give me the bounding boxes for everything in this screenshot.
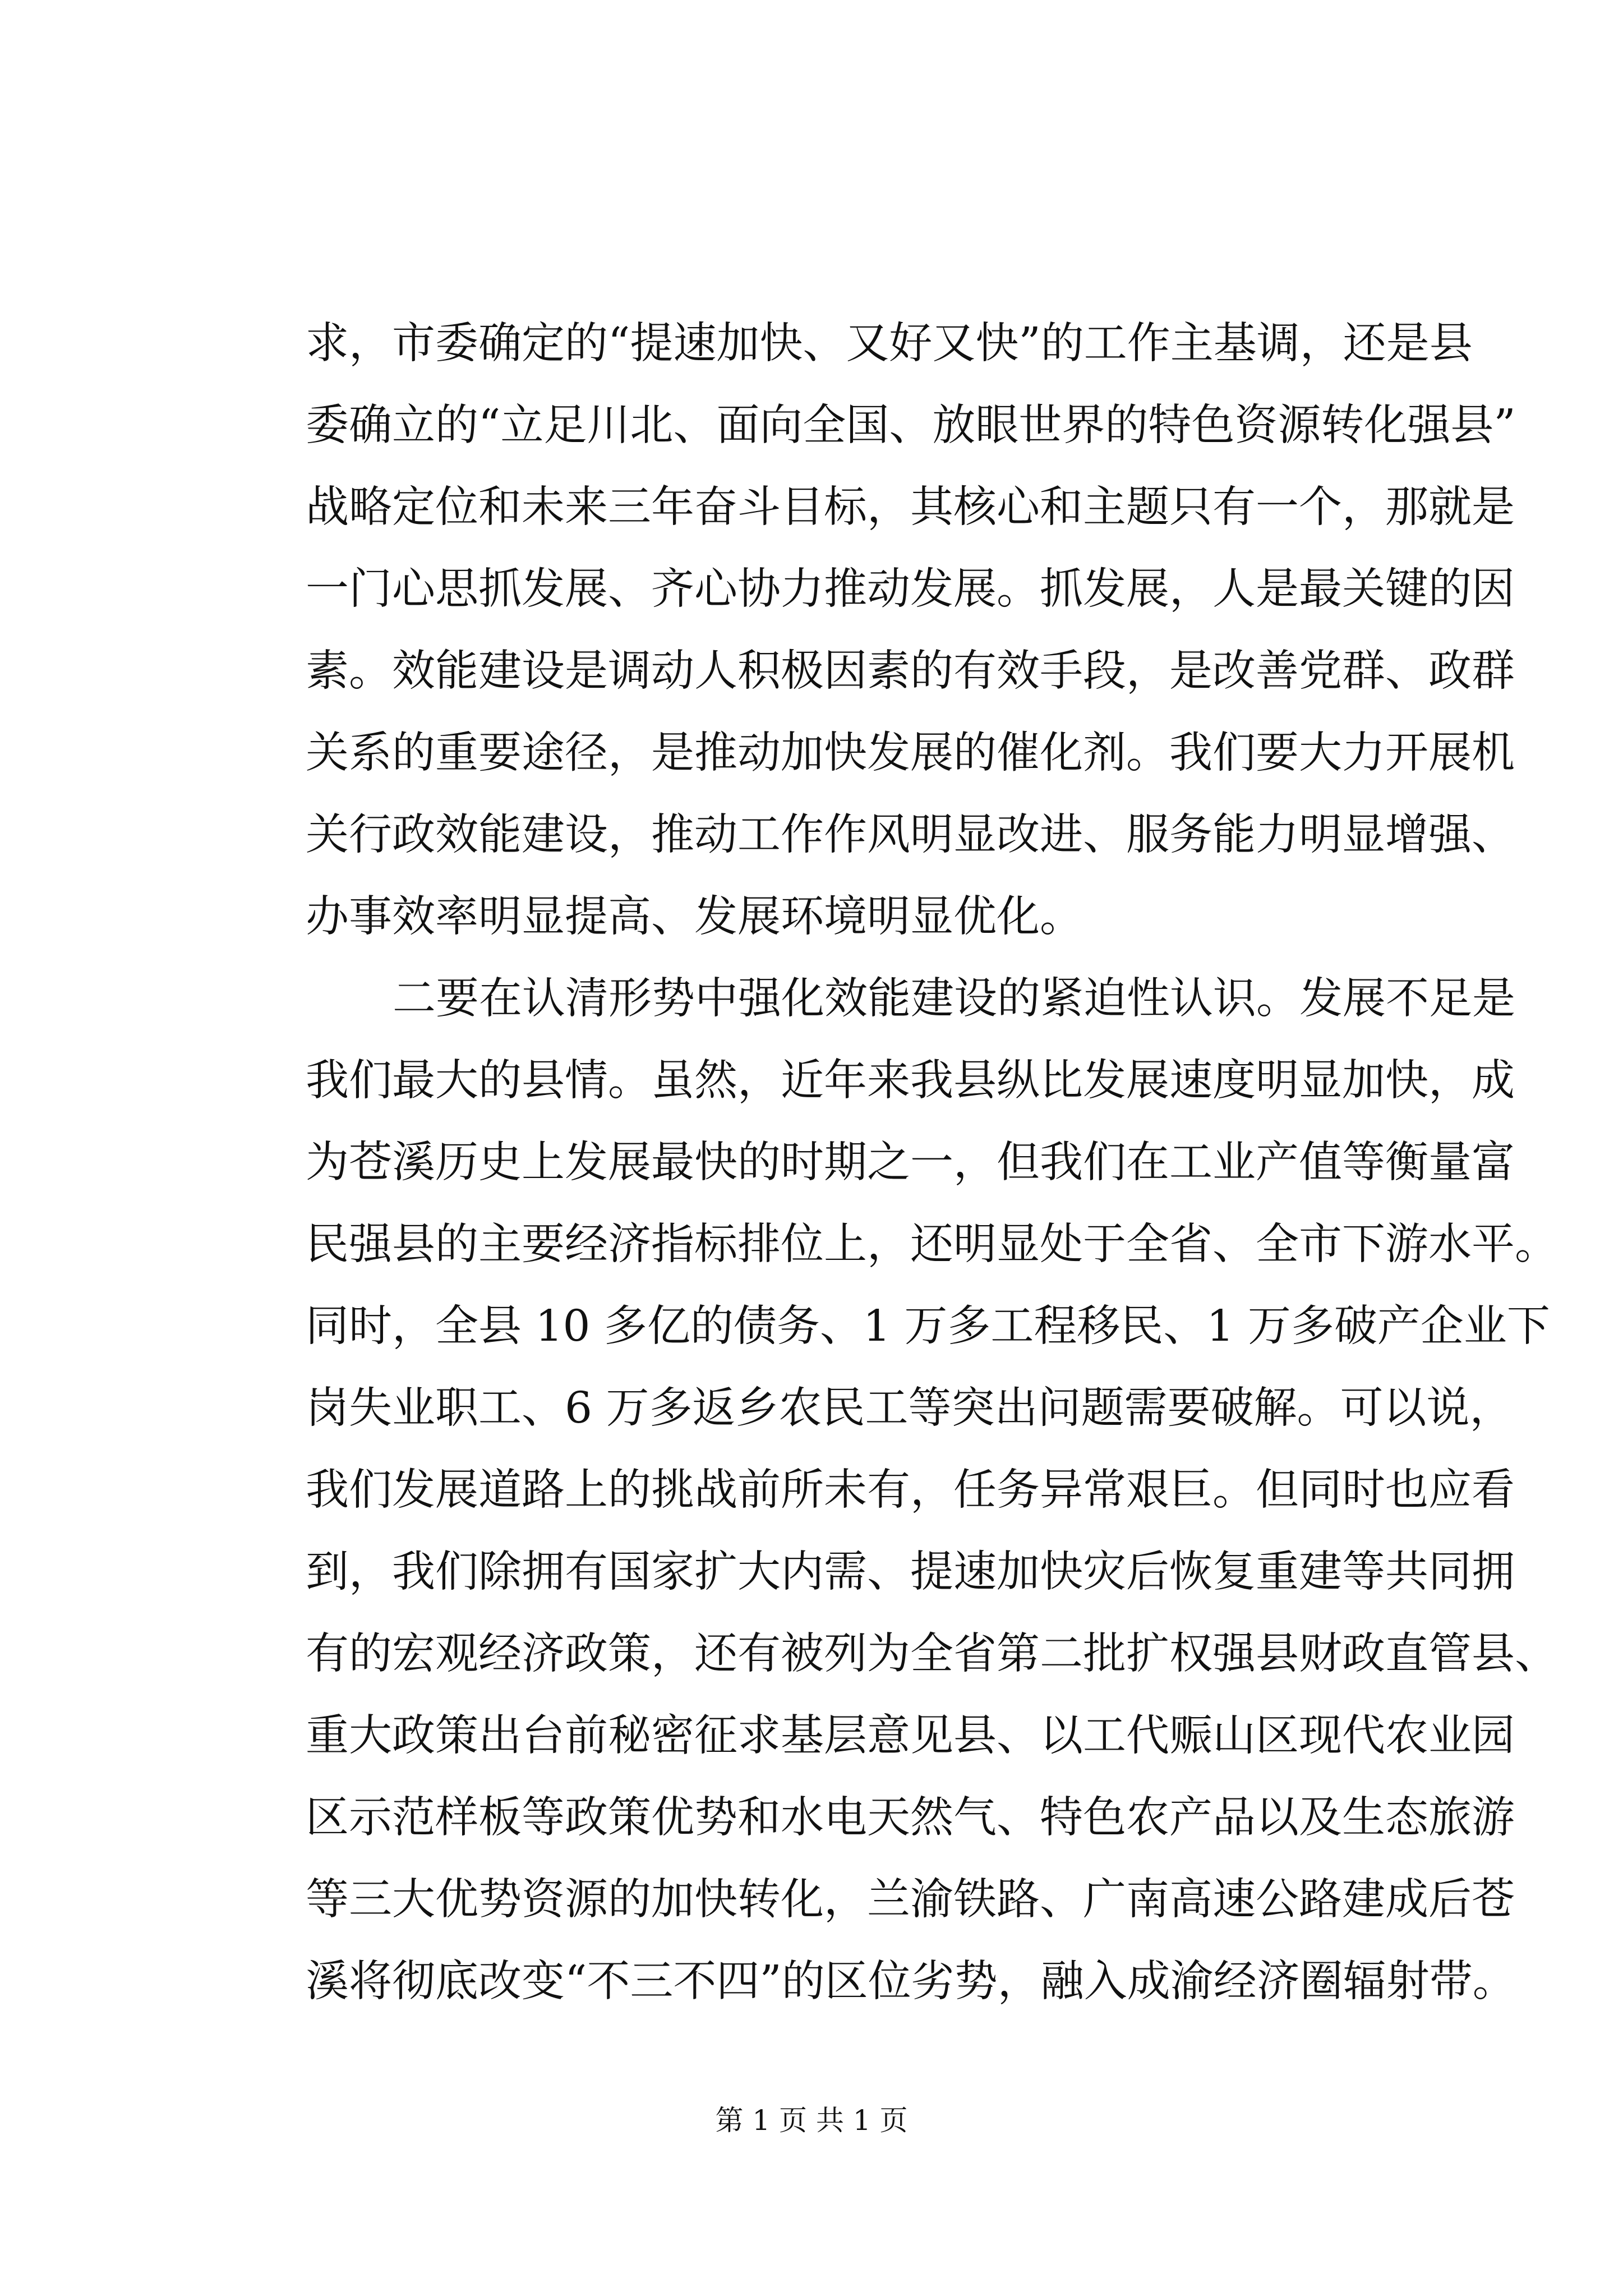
text-line: 岗失业职工、6 万多返乡农民工等突出问题需要破解。可以说， — [306, 1383, 1513, 1433]
text-line: 我们发展道路上的挑战前所未有，任务异常艰巨。但同时也应看 — [306, 1465, 1515, 1515]
page-footer — [0, 2101, 1623, 2140]
text-line: 一门心思抓发展、齐心协力推动发展。抓发展，人是最关键的因 — [306, 564, 1515, 614]
text-line: 关行政效能建设，推动工作作风明显改进、服务能力明显增强、 — [306, 810, 1515, 860]
text-line: 民强县的主要经济指标排位上，还明显处于全省、全市下游水平。 — [306, 1220, 1558, 1269]
text-line: 等三大优势资源的加快转化，兰渝铁路、广南高速公路建成后苍 — [306, 1875, 1515, 1925]
text-line: 二要在认清形势中强化效能建设的紧迫性认识。发展不足是 — [393, 974, 1515, 1024]
text-line: 区示范样板等政策优势和水电天然气、特色农产品以及生态旅游 — [306, 1793, 1515, 1843]
text-line: 素。效能建设是调动人积极因素的有效手段，是改善党群、政群 — [306, 646, 1515, 696]
text-line: 求，市委确定的“提速加快、又好又快”的工作主基调，还是县 — [306, 319, 1473, 369]
text-line: 重大政策出台前秘密征求基层意见县、以工代赈山区现代农业园 — [306, 1711, 1515, 1761]
text-line: 为苍溪历史上发展最快的时期之一，但我们在工业产值等衡量富 — [306, 1138, 1515, 1188]
text-line: 办事效率明显提高、发展环境明显优化。 — [306, 892, 1083, 942]
text-line: 有的宏观经济政策，还有被列为全省第二批扩权强县财政直管县、 — [306, 1629, 1558, 1679]
page-number-label: 第 1 页 共 1 页 — [715, 2104, 908, 2137]
document-body — [306, 303, 1558, 2023]
text-line: 关系的重要途径，是推动加快发展的催化剂。我们要大力开展机 — [306, 728, 1515, 778]
text-line: 溪将彻底改变“不三不四”的区位劣势，融入成渝经济圈辐射带。 — [306, 1957, 1516, 2007]
text-line: 同时，全县 10 多亿的债务、1 万多工程移民、1 万多破产企业下 — [306, 1301, 1550, 1351]
text-line: 我们最大的县情。虽然，近年来我县纵比发展速度明显加快，成 — [306, 1056, 1515, 1106]
text-line: 战略定位和未来三年奋斗目标，其核心和主题只有一个，那就是 — [306, 482, 1515, 532]
text-line: 到，我们除拥有国家扩大内需、提速加快灾后恢复重建等共同拥 — [306, 1547, 1515, 1597]
text-line: 委确立的“立足川北、面向全国、放眼世界的特色资源转化强县” — [306, 401, 1516, 450]
